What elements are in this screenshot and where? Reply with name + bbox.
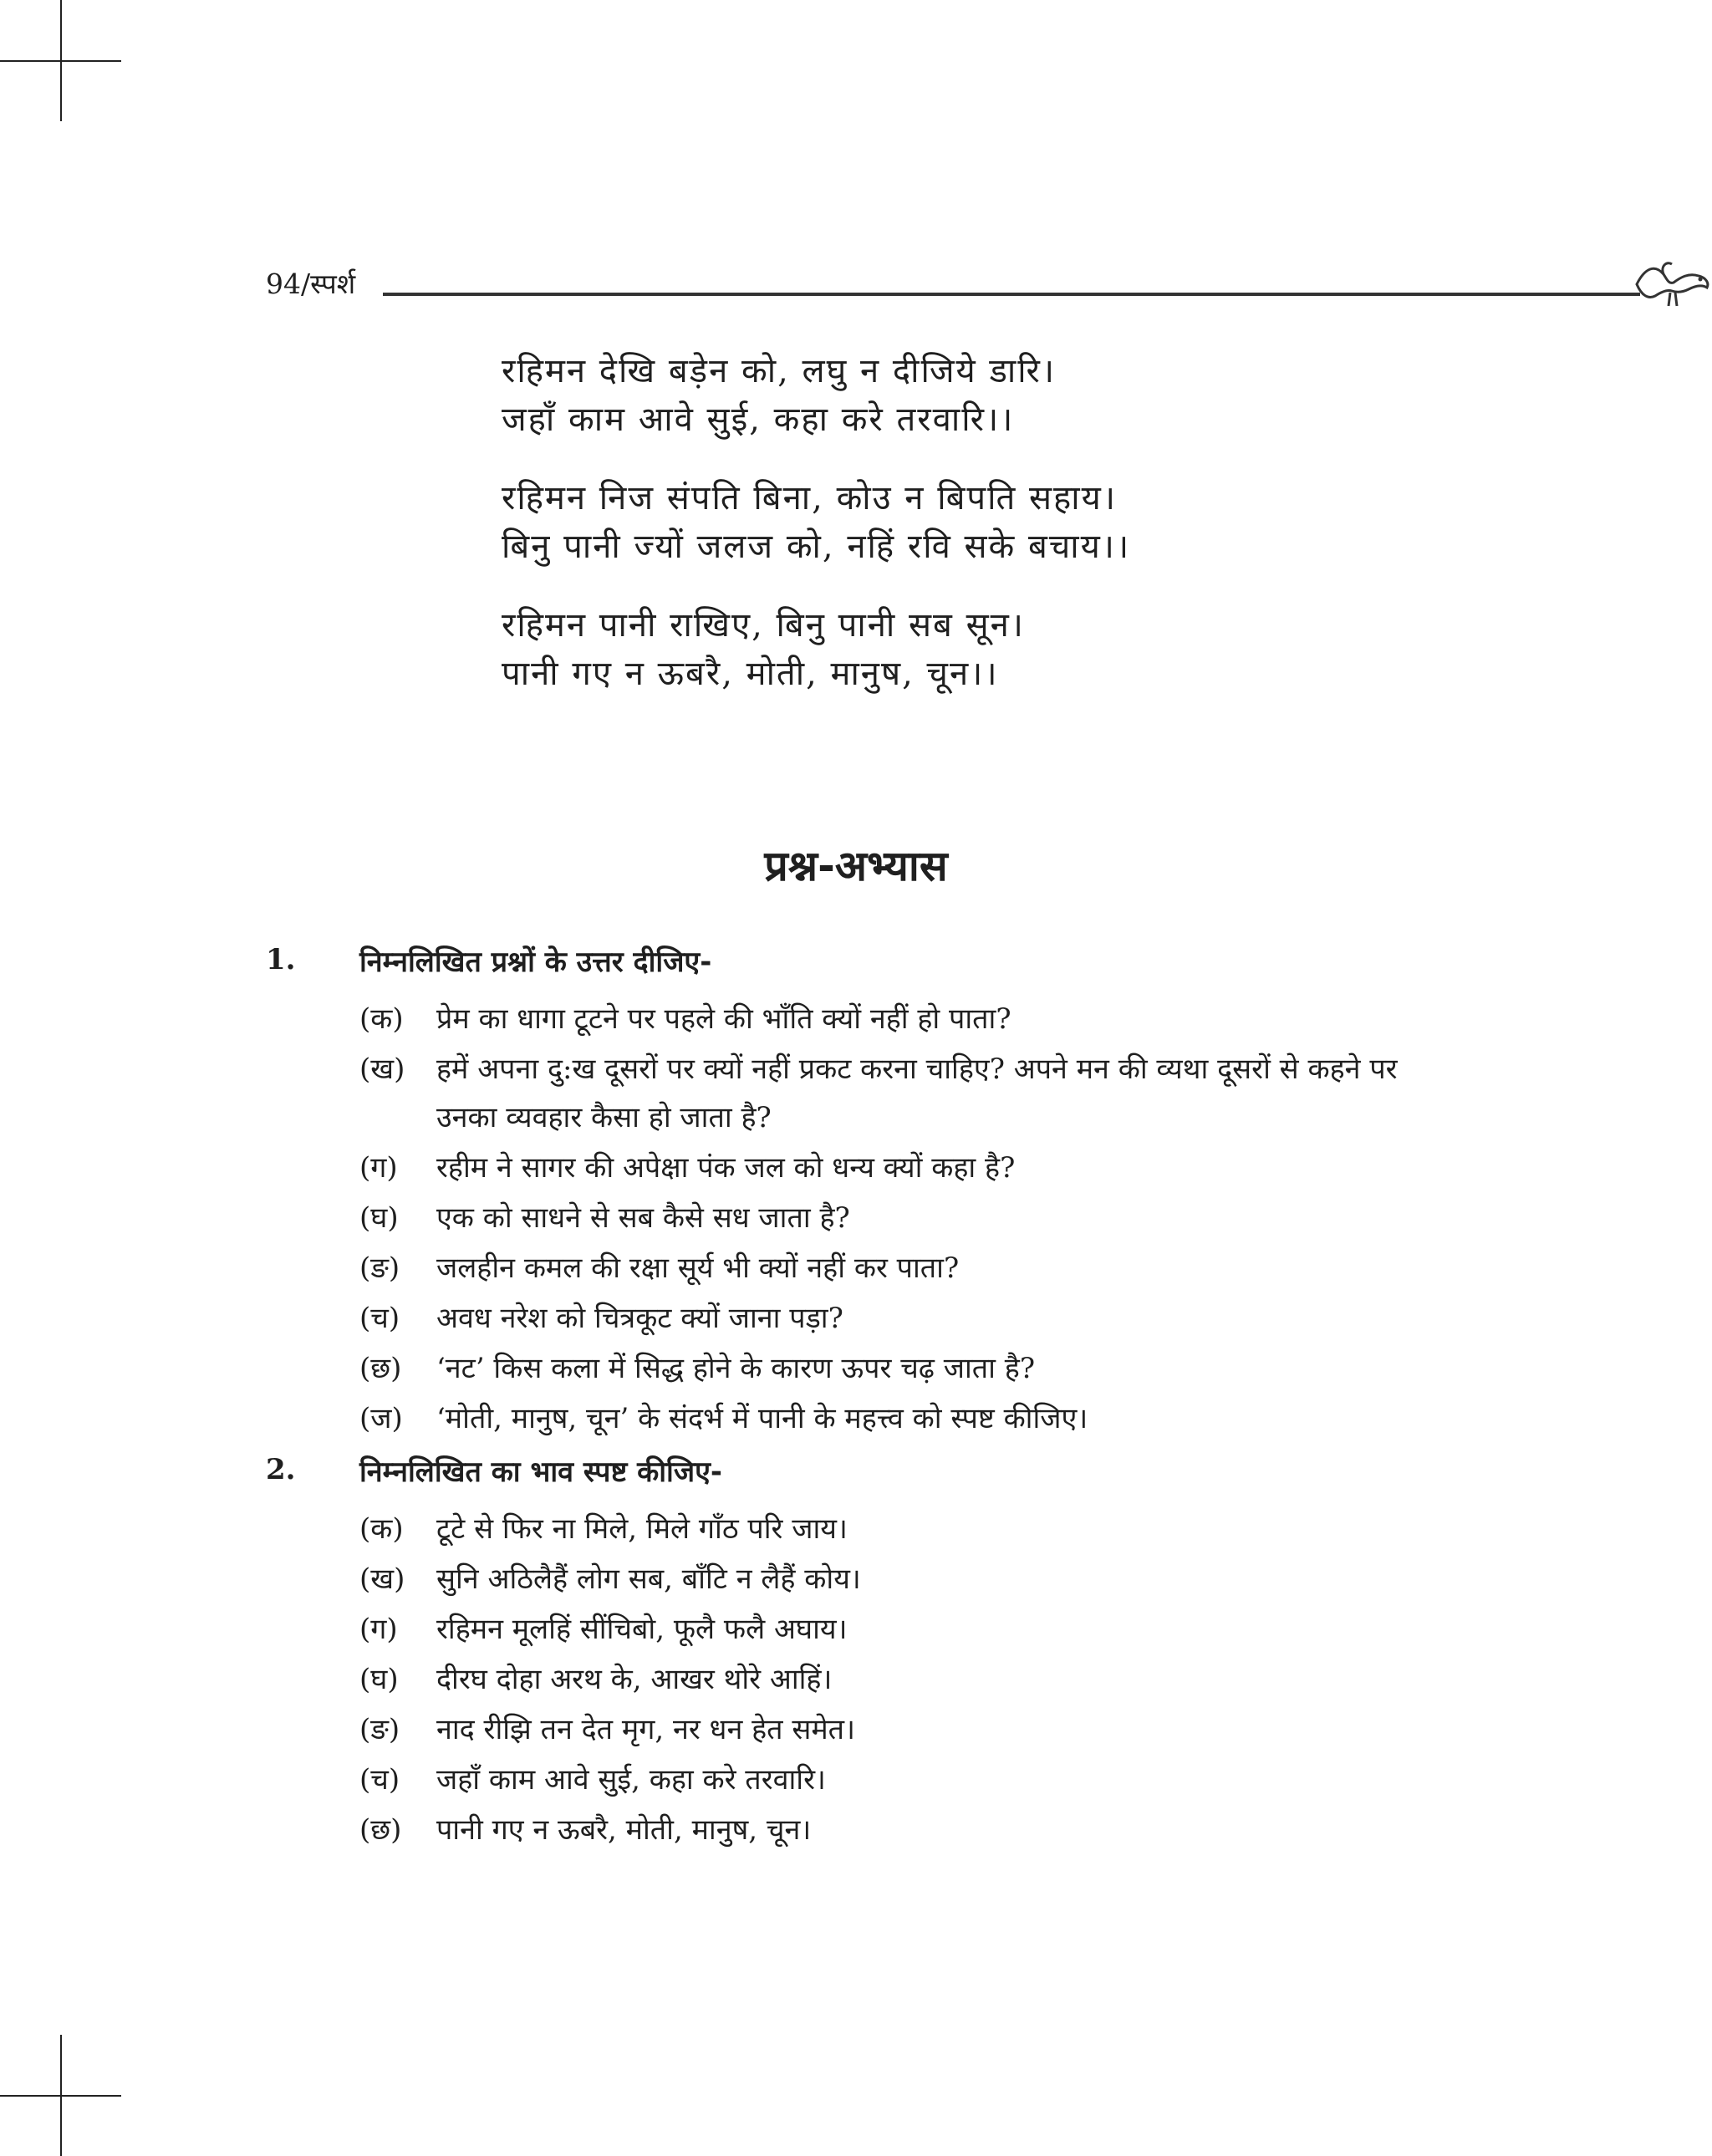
item-text: पानी गए न ऊबरै, मोती, मानुष, चून।: [436, 1813, 812, 1847]
item-label: (ङ): [359, 1713, 400, 1746]
bird-ornament-icon: [1630, 259, 1712, 309]
page-number-label: 94/स्पर्श: [266, 268, 356, 300]
list-item: [359, 1505, 1453, 1553]
question-title: निम्नलिखित का भाव स्पष्ट कीजिए-: [359, 1455, 722, 1489]
item-text: टूटे से फिर ना मिले, मिले गाँठ परि जाय।: [436, 1512, 848, 1546]
item-label: (घ): [359, 1201, 399, 1235]
item-text: रहिमन मूलहिं सींचिबो, फूलै फलै अघाय।: [436, 1613, 848, 1646]
item-text: जलहीन कमल की रक्षा सूर्य भी क्यों नहीं कर पाता?: [436, 1251, 960, 1285]
list-item: [359, 1806, 1453, 1854]
item-text: दीरघ दोहा अरथ के, आखर थोरे आहिं।: [436, 1663, 833, 1696]
question-header: [266, 1451, 1453, 1505]
poem-line: रहिमन देखि बड़ेन को, लघु न दीजिये डारि।: [502, 352, 1057, 390]
list-item: [359, 995, 1453, 1043]
question-title: निम्नलिखित प्रश्नों के उत्तर दीजिए-: [359, 945, 712, 979]
list-item: [359, 1655, 1453, 1704]
list-item: [359, 1144, 1453, 1192]
poem-line: पानी गए न ऊबरै, मोती, मानुष, चून।।: [502, 655, 999, 693]
couplet: [502, 601, 1254, 698]
poem-line: बिनु पानी ज्यों जलज को, नहिं रवि सके बचाय।।: [502, 528, 1131, 566]
question-2: [266, 1451, 1453, 1854]
list-item: [359, 1244, 1453, 1292]
question-1: [266, 941, 1453, 1443]
poem-dohe: [502, 347, 1254, 728]
list-item: [359, 1045, 1453, 1142]
item-label: (ग): [359, 1151, 398, 1185]
couplet: [502, 347, 1254, 444]
list-item: [359, 1294, 1453, 1343]
crop-mark-bottom-vertical: [60, 2035, 62, 2156]
list-item: [359, 1394, 1453, 1443]
list-item: [359, 1705, 1453, 1754]
item-label: (छ): [359, 1813, 402, 1847]
item-label: (ख): [359, 1562, 405, 1596]
poem-line: जहाँ काम आवे सुई, कहा करे तरवारि।।: [502, 400, 1015, 439]
item-label: (ख): [359, 1053, 405, 1086]
page-header: [266, 259, 1453, 309]
item-label: (छ): [359, 1352, 402, 1385]
item-label: (क): [359, 1512, 404, 1546]
list-item: [359, 1605, 1453, 1654]
question-number: 2.: [266, 1453, 296, 1486]
item-text: सुनि अठिलैहैं लोग सब, बाँटि न लैहैं कोय।: [436, 1562, 861, 1596]
item-label: (च): [359, 1763, 400, 1797]
item-label: (ग): [359, 1613, 398, 1646]
question-header: [266, 941, 1453, 995]
item-text: ‘मोती, मानुष, चून’ के संदर्भ में पानी के महत्त्व को स्पष्ट कीजिए।: [436, 1402, 1088, 1435]
item-label: (च): [359, 1302, 400, 1335]
question-list: [266, 941, 1453, 1863]
list-item: [359, 1555, 1453, 1603]
couplet: [502, 474, 1254, 571]
item-label: (घ): [359, 1663, 399, 1696]
item-text: एक को साधने से सब कैसे सध जाता है?: [436, 1201, 850, 1235]
question-items: [359, 995, 1453, 1443]
item-label: (ङ): [359, 1251, 400, 1285]
item-text: रहीम ने सागर की अपेक्षा पंक जल को धन्य क्यों कहा है?: [436, 1151, 1016, 1185]
item-text: प्रेम का धागा टूटने पर पहले की भाँति क्यों नहीं हो पाता?: [436, 1002, 1011, 1036]
poem-line: रहिमन पानी राखिए, बिनु पानी सब सून।: [502, 606, 1025, 645]
item-label: (क): [359, 1002, 404, 1036]
item-text: ‘नट’ किस कला में सिद्ध होने के कारण ऊपर चढ़ जाता है?: [436, 1352, 1036, 1385]
item-text: अवध नरेश को चित्रकूट क्यों जाना पड़ा?: [436, 1302, 843, 1335]
poem-line: रहिमन निज संपति बिना, कोउ न बिपति सहाय।: [502, 479, 1117, 517]
question-number: 1.: [266, 943, 296, 976]
section-heading: प्रश्न-अभ्यास: [764, 842, 948, 890]
crop-mark-top-vertical: [60, 0, 62, 121]
list-item: [359, 1756, 1453, 1804]
item-label: (ज): [359, 1402, 403, 1435]
item-text: जहाँ काम आवे सुई, कहा करे तरवारि।: [436, 1763, 826, 1797]
item-text: हमें अपना दु:ख दूसरों पर क्यों नहीं प्रकट करना चाहिए? अपने मन की व्यथा दूसरों से कहने पर उनका व्यवहार कैसा हो जाता है?: [436, 1053, 1398, 1134]
list-item: [359, 1194, 1453, 1242]
list-item: [359, 1344, 1453, 1393]
item-text: नाद रीझि तन देत मृग, नर धन हेत समेत।: [436, 1713, 855, 1746]
header-rule: [383, 293, 1640, 296]
question-items: [359, 1505, 1453, 1854]
